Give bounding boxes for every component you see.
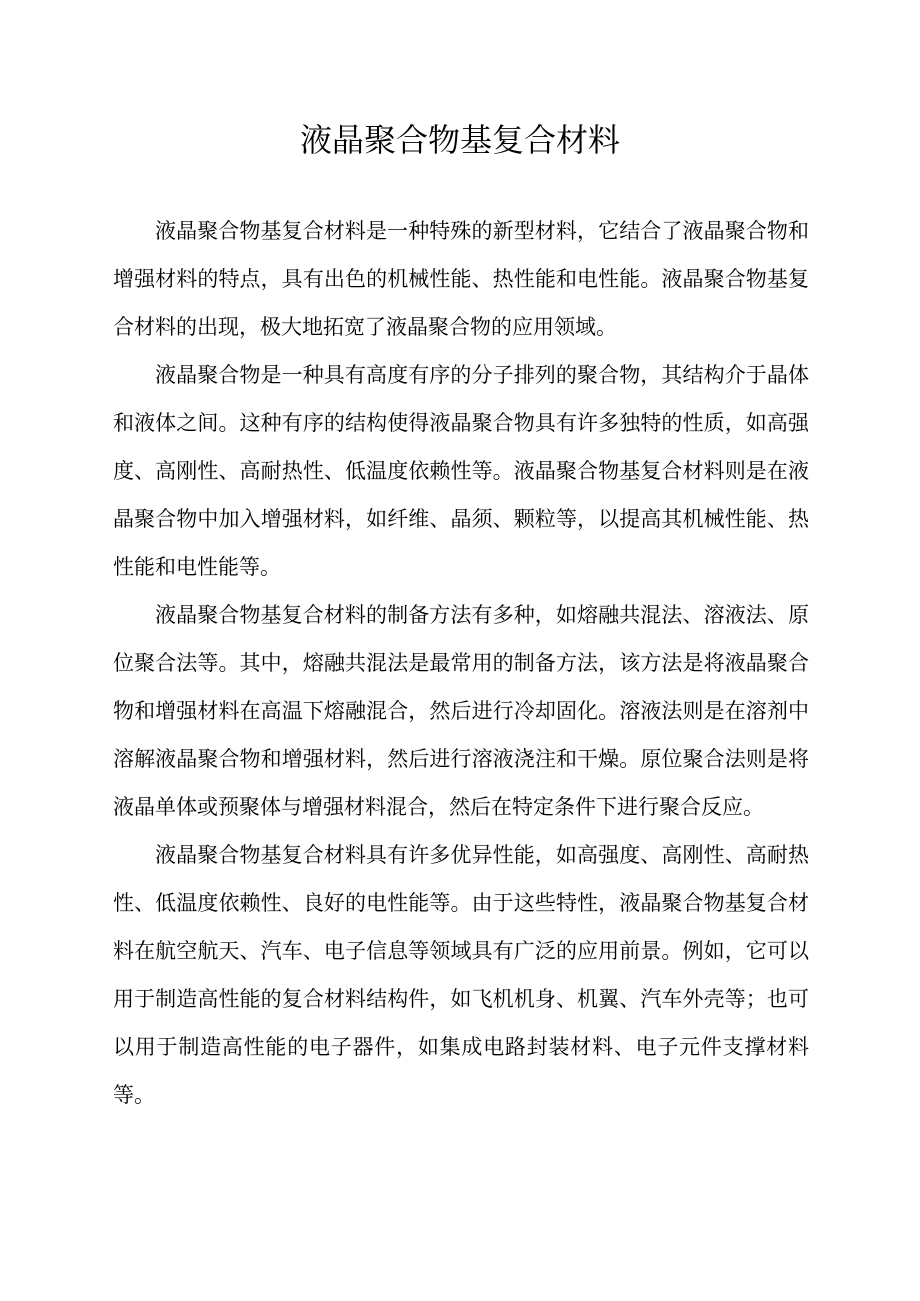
document-title: 液晶聚合物基复合材料 [299, 121, 620, 159]
paragraph-preparation: 液晶聚合物基复合材料的制备方法有多种，如熔融共混法、溶液法、原位聚合法等。其中，熔融共混法是最常用的制备方法，该方法是将液晶聚合物和增强材料在高温下熔融混合，然后进行冷却固化。溶液法则是在溶剂中溶解液晶聚合物和增强材料，然后进行溶液浇注和干燥。原位聚合法则是将液晶单体或预聚体与增强材料混合，然后在特定条件下进行聚合反应。 [113, 603, 809, 819]
document-body [113, 207, 809, 1119]
paragraph-applications: 液晶聚合物基复合材料具有许多优异性能，如高强度、高刚性、高耐热性、低温度依赖性、良好的电性能等。由于这些特性，液晶聚合物基复合材料在航空航天、汽车、电子信息等领域具有广泛的应用前景。例如，它可以用于制造高性能的复合材料结构件，如飞机机身、机翼、汽车外壳等；也可以用于制造高性能的电子器件，如集成电路封装材料、电子元件支撑材料等。 [113, 843, 809, 1107]
paragraph-intro: 液晶聚合物基复合材料是一种特殊的新型材料，它结合了液晶聚合物和增强材料的特点，具有出色的机械性能、热性能和电性能。液晶聚合物基复合材料的出现，极大地拓宽了液晶聚合物的应用领域。 [113, 219, 809, 339]
paragraph-structure: 液晶聚合物是一种具有高度有序的分子排列的聚合物，其结构介于晶体和液体之间。这种有序的结构使得液晶聚合物具有许多独特的性质，如高强度、高刚性、高耐热性、低温度依赖性等。液晶聚合物基复合材料则是在液晶聚合物中加入增强材料，如纤维、晶须、颗粒等，以提高其机械性能、热性能和电性能等。 [113, 363, 809, 579]
